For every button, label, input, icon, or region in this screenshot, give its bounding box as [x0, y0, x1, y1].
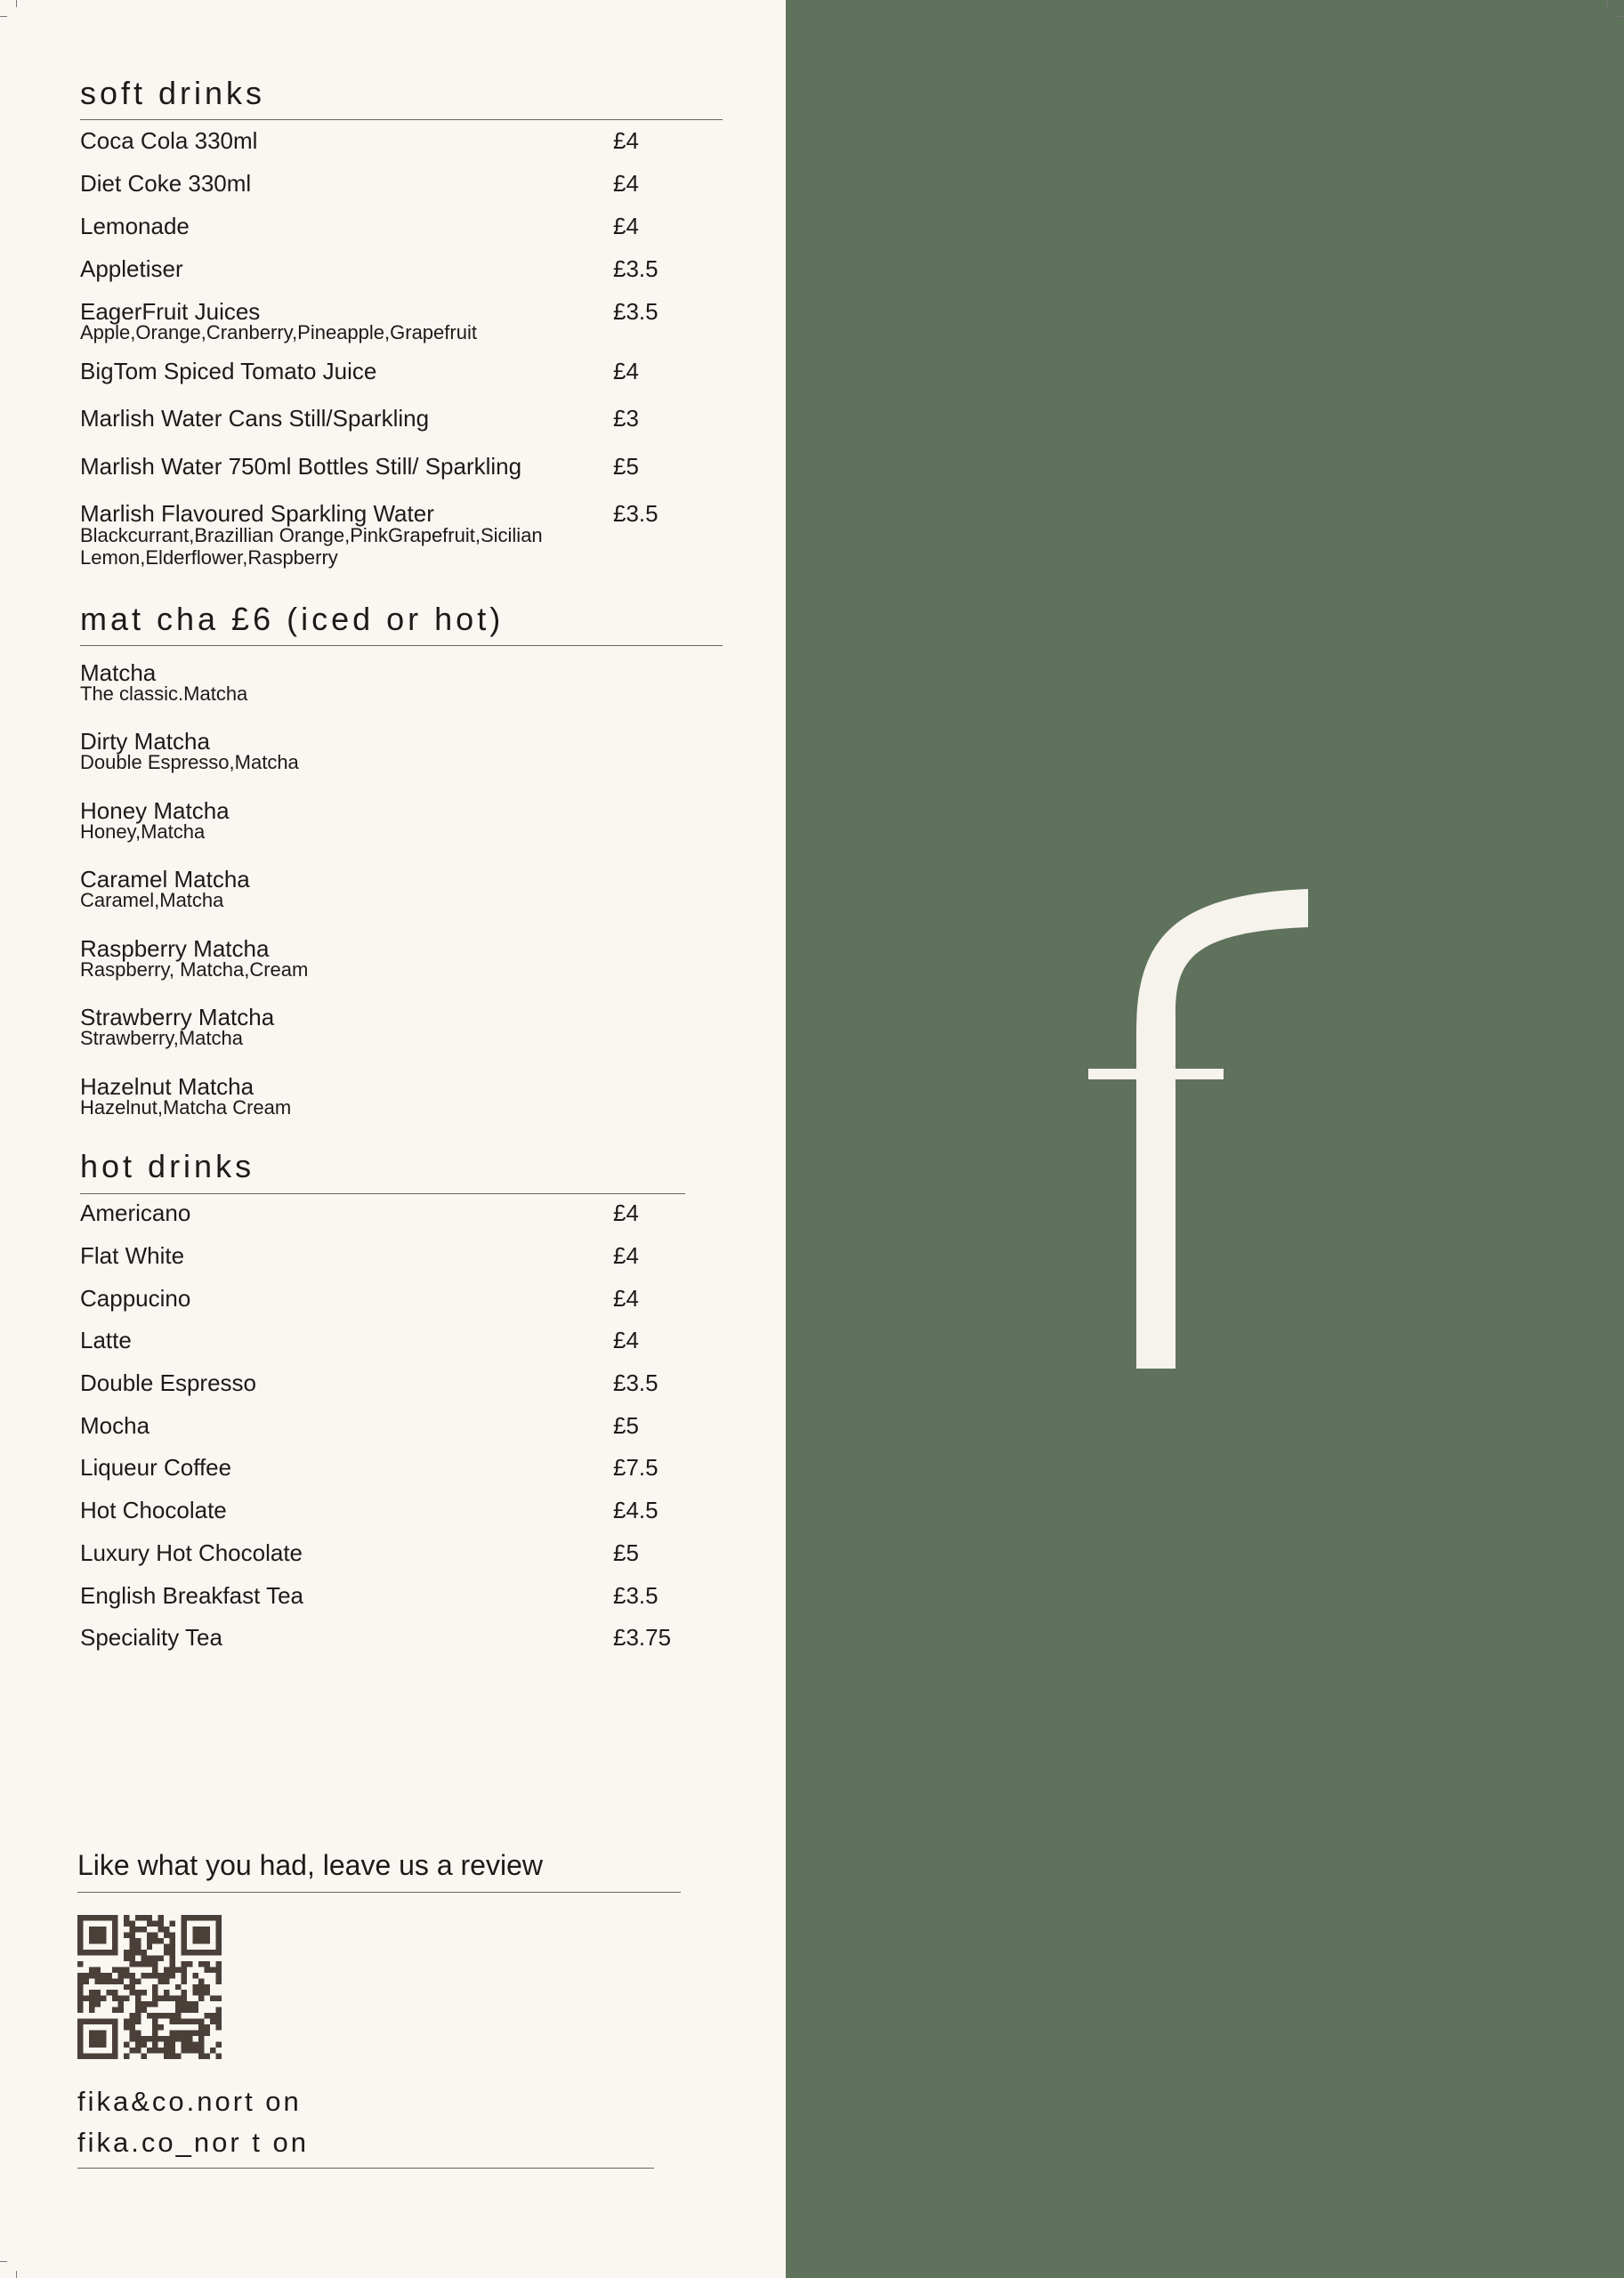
item-name: Liqueur Coffee [80, 1454, 232, 1481]
item-price: £5 [613, 1539, 639, 1566]
item-name: EagerFruit Juices [80, 298, 261, 325]
item-name: Marlish Water 750ml Bottles Still/ Sparkling [80, 453, 522, 480]
item-name: Marlish Water Cans Still/Sparkling [80, 405, 430, 432]
crop-mark [1607, 0, 1608, 7]
item-name: Appletiser [80, 255, 183, 282]
item-name: Matcha [80, 659, 157, 686]
item-price: £7.5 [613, 1454, 658, 1481]
item-price: £5 [613, 1412, 639, 1439]
item-description: Blackcurrant,Brazillian Orange,PinkGrapefruit,Sicilian [80, 524, 543, 546]
item-description: The classic.Matcha [80, 683, 248, 705]
logo-letter-f-icon [1136, 889, 1308, 1369]
item-price: £3.5 [613, 298, 658, 325]
instagram-handle[interactable]: fika&co.nort on [77, 2086, 302, 2117]
item-name: Speciality Tea [80, 1624, 222, 1651]
item-name: Coca Cola 330ml [80, 127, 258, 154]
item-name: Caramel Matcha [80, 866, 250, 893]
item-name: Flat White [80, 1242, 185, 1269]
item-price: £3.5 [613, 1582, 658, 1609]
divider [77, 1892, 681, 1893]
crop-mark [16, 0, 17, 7]
brand-logo [786, 0, 1624, 2278]
item-name: Hot Chocolate [80, 1497, 227, 1523]
item-name: Mocha [80, 1412, 150, 1439]
item-price: £3.5 [613, 255, 658, 282]
item-name: Cappucino [80, 1285, 191, 1312]
divider [80, 1193, 685, 1194]
review-heading: Like what you had, leave us a review [77, 1849, 543, 1881]
menu-column [0, 0, 786, 2278]
qr-code-icon[interactable] [77, 1915, 222, 2059]
crop-mark [0, 16, 7, 17]
item-description: Hazelnut,Matcha Cream [80, 1096, 292, 1119]
item-description: Caramel,Matcha [80, 889, 224, 911]
item-description: Strawberry,Matcha [80, 1027, 243, 1049]
item-price: £4 [613, 1242, 639, 1269]
crop-mark [1617, 16, 1624, 17]
item-description: Lemon,Elderflower,Raspberry [80, 546, 338, 569]
item-price: £4 [613, 1285, 639, 1312]
matcha-heading: mat cha £6 (iced or hot) [80, 601, 505, 637]
item-price: £4 [613, 213, 639, 239]
item-name: Hazelnut Matcha [80, 1073, 255, 1100]
item-name: English Breakfast Tea [80, 1582, 303, 1609]
item-price: £4 [613, 1200, 639, 1226]
item-name: Americano [80, 1200, 191, 1226]
item-name: Diet Coke 330ml [80, 170, 252, 197]
item-price: £4.5 [613, 1497, 658, 1523]
item-description: Raspberry, Matcha,Cream [80, 958, 309, 981]
divider [77, 2168, 654, 2169]
item-name: Lemonade [80, 213, 190, 239]
item-price: £3 [613, 405, 639, 432]
social-handle[interactable]: fika.co_nor t on [77, 2127, 309, 2158]
brand-panel [786, 0, 1624, 2278]
item-name: Raspberry Matcha [80, 935, 270, 962]
item-name: Honey Matcha [80, 797, 230, 824]
item-price: £3.5 [613, 500, 658, 527]
item-price: £4 [613, 170, 639, 197]
item-description: Double Espresso,Matcha [80, 751, 299, 773]
item-name: BigTom Spiced Tomato Juice [80, 358, 377, 384]
divider [80, 645, 723, 646]
crop-mark [16, 2271, 17, 2278]
item-name: Double Espresso [80, 1369, 256, 1396]
item-price: £3.5 [613, 1369, 658, 1396]
logo-crossbar [1088, 1069, 1224, 1079]
divider [80, 119, 723, 120]
item-price: £4 [613, 358, 639, 384]
item-price: £3.75 [613, 1624, 672, 1651]
item-name: Dirty Matcha [80, 728, 210, 755]
item-name: Strawberry Matcha [80, 1004, 275, 1030]
item-name: Latte [80, 1327, 132, 1353]
item-name: Marlish Flavoured Sparkling Water [80, 500, 434, 527]
crop-mark [0, 2261, 7, 2262]
item-price: £4 [613, 127, 639, 154]
soft-drinks-heading: soft drinks [80, 75, 266, 111]
hot-drinks-heading: hot drinks [80, 1148, 255, 1184]
item-description: Honey,Matcha [80, 820, 206, 843]
item-price: £4 [613, 1327, 639, 1353]
item-name: Luxury Hot Chocolate [80, 1539, 303, 1566]
item-price: £5 [613, 453, 639, 480]
item-description: Apple,Orange,Cranberry,Pineapple,Grapefruit [80, 321, 477, 343]
